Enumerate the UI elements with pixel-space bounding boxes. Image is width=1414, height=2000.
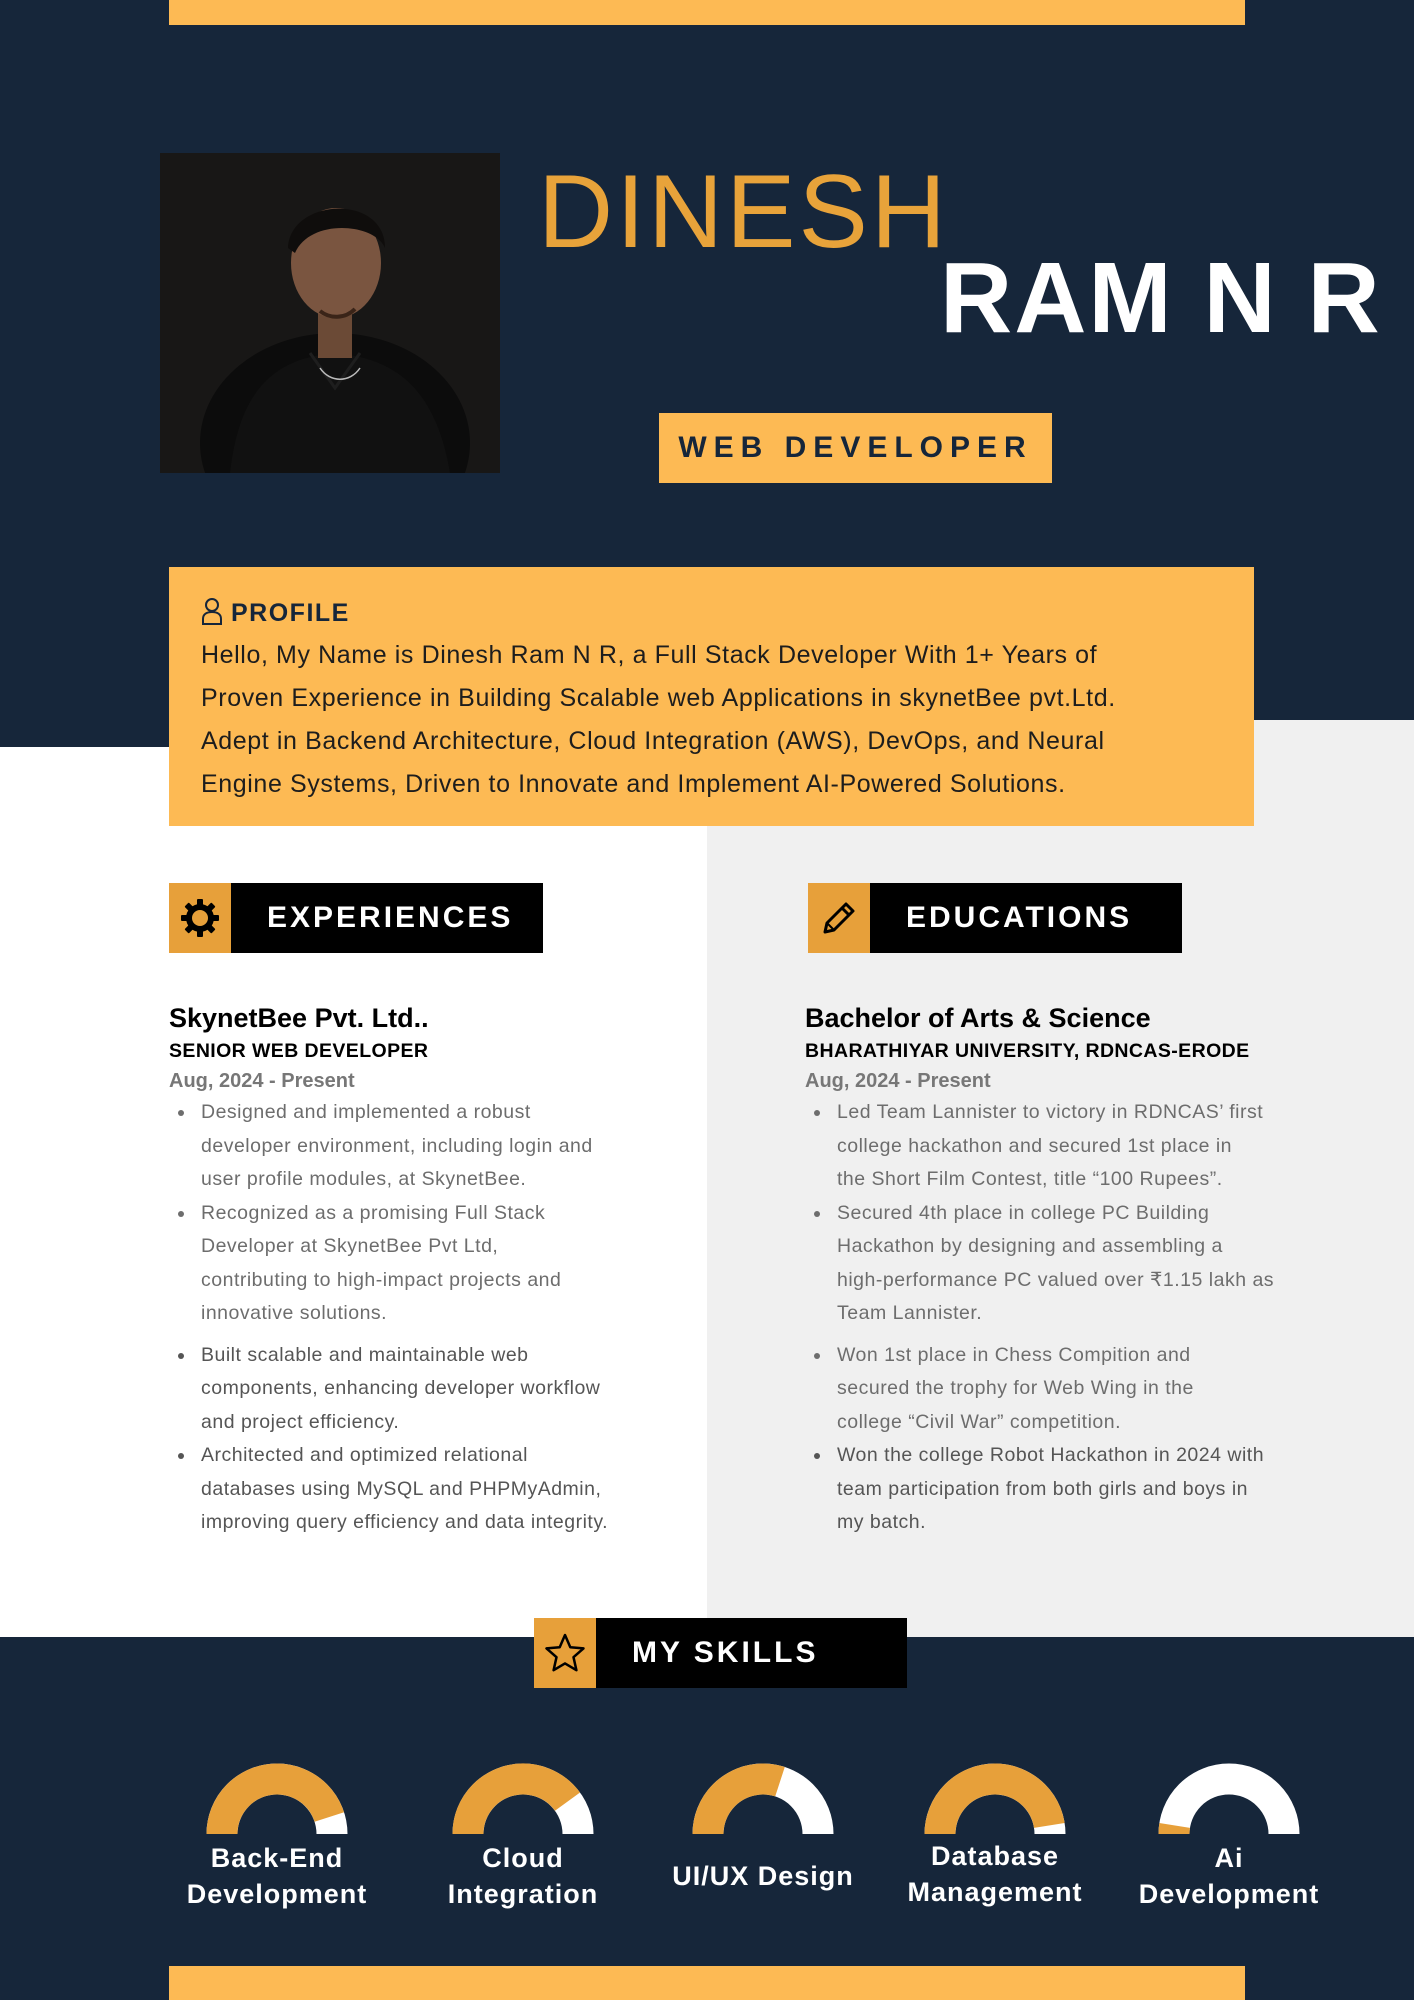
skill-gauge [924,1762,1066,1836]
education-bullets [805,1096,1345,1540]
company-name: SkynetBee Pvt. Ltd.. [169,1003,429,1033]
last-name: RAM N R [940,242,1382,354]
education-column [805,1000,1345,1540]
bullet-line: team participation from both girls and boys in [837,1477,1249,1500]
bullet-line: Designed and implemented a robust [201,1101,531,1123]
degree-name: Bachelor of Arts & Science [805,1003,1151,1033]
bullet-line: improving query efficiency and data integrity. [201,1511,609,1533]
gauge-fill [468,1779,568,1834]
profile-section [169,567,1254,826]
bullet-line: and project efficiency. [201,1410,400,1433]
skill-label-line: Database [930,1841,1060,1871]
skill-label [157,1840,397,1912]
profile-photo [160,153,500,473]
job-position: SENIOR WEB DEVELOPER [169,1040,429,1062]
bullet-line: Led Team Lannister to victory in RDNCAS’ first [837,1101,1264,1123]
experiences-header [169,883,543,953]
skill-back-end-development [157,1762,397,1912]
educations-title: EDUCATIONS [870,883,1182,953]
skill-label-line: Development [1138,1879,1320,1909]
education-date: Aug, 2024 - Present [805,1070,991,1092]
role-title: WEB DEVELOPER [678,431,1033,464]
profile-line: Hello, My Name is Dinesh Ram N R, a Full Stack Developer With 1+ Years of [201,641,1098,669]
job-date: Aug, 2024 - Present [169,1070,355,1092]
list-item [805,1197,1345,1331]
first-name: DINESH [538,154,949,270]
list-item [805,1096,1345,1197]
bottom-accent-bar [169,1966,1245,2000]
bullet-line: secured the trophy for Web Wing in the [837,1377,1194,1399]
gear-icon [169,883,231,953]
skill-gauge [1158,1762,1300,1836]
user-icon [201,597,223,630]
profile-title: PROFILE [231,599,350,627]
profile-line: Proven Experience in Building Scalable web Applications in skynetBee pvt.Ltd. [201,684,1116,712]
skill-label-line: Ai [1214,1843,1244,1873]
list-item [169,1339,709,1440]
star-icon [534,1618,596,1688]
experience-column [169,1000,709,1540]
skill-ui-ux-design [643,1762,883,1894]
gauge-fill [1174,1825,1175,1834]
bullet-line: my batch. [837,1511,927,1533]
bullet-line: Recognized as a promising Full Stack [201,1201,546,1224]
bullet-line: Secured 4th place in college PC Building [837,1201,1210,1224]
experience-bullets [169,1096,709,1540]
bullet-line: user profile modules, at SkynetBee. [201,1168,527,1190]
profile-line: Engine Systems, Driven to Innovate and Implement AI-Powered Solutions. [201,770,1066,798]
skill-cloud-integration [403,1762,643,1912]
bullet-line: Hackathon by designing and assembling a [837,1235,1223,1257]
role-badge [659,413,1052,483]
bullet-line: Developer at SkynetBee Pvt Ltd, [201,1235,499,1257]
skills-header [534,1618,907,1688]
gauge-fill [708,1779,780,1834]
skill-label-line: Back-End [210,1843,344,1873]
gauge-fill [222,1779,329,1834]
skills-title: MY SKILLS [596,1618,907,1688]
skill-label [403,1840,643,1912]
bullet-line: Built scalable and maintainable web [201,1343,529,1366]
bullet-line: contributing to high-impact projects and [201,1268,562,1291]
profile-text [201,634,1222,806]
bullet-line: high-performance PC valued over ₹1.15 lakh as [837,1268,1275,1291]
educations-header [808,883,1182,953]
profile-header [201,597,1222,630]
list-item [169,1439,709,1540]
bullet-line: Team Lannister. [837,1302,983,1324]
bullet-line: Architected and optimized relational [201,1444,528,1466]
bullet-line: the Short Film Contest, title “100 Rupees”. [837,1168,1223,1190]
list-item [169,1096,709,1197]
bullet-line: databases using MySQL and PHPMyAdmin, [201,1477,602,1500]
skill-database-management [875,1762,1115,1910]
experiences-title: EXPERIENCES [231,883,543,953]
list-item [805,1439,1345,1540]
bullet-line: college hackathon and secured 1st place in [837,1134,1233,1157]
skill-label-line: Integration [447,1879,599,1909]
skill-label-line: Management [907,1877,1083,1907]
skill-label-line: Development [186,1879,368,1909]
institution-name: BHARATHIYAR UNIVERSITY, RDNCAS-ERODE [805,1040,1250,1062]
skill-label [875,1838,1115,1910]
skill-label-line: Cloud [482,1843,564,1873]
skill-label [643,1858,883,1894]
gauge-fill [940,1779,1049,1834]
skill-label [1109,1840,1349,1912]
skill-gauge [692,1762,834,1836]
skill-gauge [452,1762,594,1836]
gauge-track [1174,1779,1284,1834]
bullet-line: Won the college Robot Hackathon in 2024 with [837,1444,1265,1466]
profile-line: Adept in Backend Architecture, Cloud Integration (AWS), DevOps, and Neural [201,727,1105,755]
bullet-line: Won 1st place in Chess Compition and [837,1343,1191,1366]
bullet-line: innovative solutions. [201,1302,388,1324]
bullet-line: developer environment, including login and [201,1134,593,1157]
list-item [805,1339,1345,1440]
skill-label-line: UI/UX Design [672,1861,854,1891]
top-accent-bar [169,0,1245,25]
skill-ai-development [1109,1762,1349,1912]
skill-gauge [206,1762,348,1836]
pencil-icon [808,883,870,953]
list-item [169,1197,709,1331]
bullet-line: college “Civil War” competition. [837,1410,1122,1433]
bullet-line: components, enhancing developer workflow [201,1377,601,1399]
